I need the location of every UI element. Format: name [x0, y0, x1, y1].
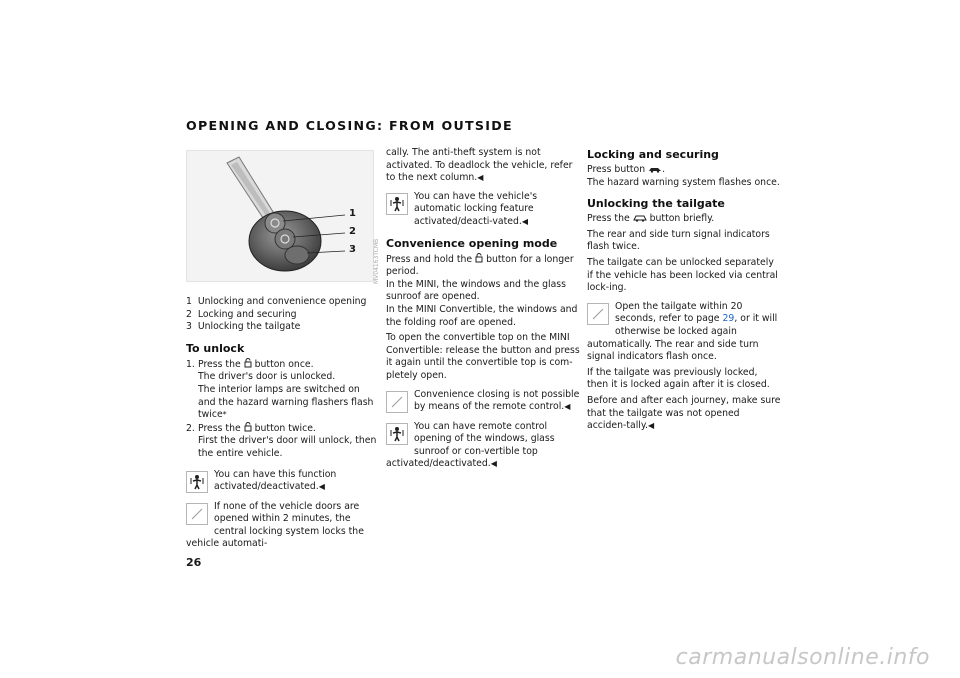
note-convenience-closing: Convenience closing is not possible by means of the remote control.◀ — [386, 389, 580, 415]
column-1 — [186, 296, 380, 557]
note-icon — [386, 391, 408, 413]
paragraph-press-tailgate: Press the button briefly. — [587, 213, 715, 225]
page-link[interactable]: 29 — [722, 313, 735, 325]
unlock-button-icon — [475, 253, 483, 263]
figure-label-1: 1 — [349, 208, 356, 219]
person-tool-icon — [386, 423, 408, 445]
note-function-activated: You can have this function activated/deactivated.◀ — [186, 469, 380, 495]
caption-1: 1 Unlocking and convenience opening — [186, 296, 367, 307]
column-2 — [386, 147, 580, 477]
heading-locking-securing: Locking and securing — [587, 148, 719, 161]
heading-to-unlock: To unlock — [186, 341, 245, 355]
paragraph-convertible-top: To open the convertible top on the MINI Convertible: release the button and press it again until the convertible top is com-pletely open. — [386, 332, 580, 381]
caption-3: 3 Unlocking the tailgate — [186, 321, 301, 333]
figure-label-2: 2 — [349, 226, 356, 237]
step-2: 2. Press the button twice. First the driver's door will unlock, then the entire vehicle. — [186, 422, 377, 459]
note-automatic-locking: You can have the vehicle's automatic locking feature activated/deacti-vated.◀ — [386, 191, 580, 229]
heading-unlocking-tailgate: Unlocking the tailgate — [587, 197, 725, 211]
section-title: OPENING AND CLOSING: FROM OUTSIDE — [186, 118, 513, 133]
watermark: carmanualsonline.info — [675, 645, 930, 670]
remote-key-illustration — [187, 151, 373, 281]
page-number: 26 — [186, 556, 202, 569]
note-tailgate-20-seconds: Open the tailgate within 20 seconds, refer to page 29, or it will otherwise be locked again automatically. The rear and side turn signal indicators flash once. — [587, 300, 778, 363]
figure-code: MV04163TCMB — [373, 238, 380, 284]
paragraph-before-journey: Before and after each journey, make sure that the tailgate was not opened acciden-tally.◀ — [587, 394, 781, 432]
car-lock-icon — [648, 165, 662, 173]
caption-2: 2 Locking and securing — [186, 308, 297, 320]
unlock-button-icon — [244, 422, 252, 432]
note-remote-windows: You can have remote control opening of the windows, glass sunroof or con-vertible top activated/deactivated.◀ — [386, 420, 555, 470]
step-1: 1. Press the button once. The driver's door is unlocked. The interior lamps are switched on and the hazard warning flashers flash twice* — [186, 358, 374, 421]
tailgate-button-icon — [633, 214, 647, 222]
note-icon — [587, 303, 609, 325]
unlock-button-icon — [244, 358, 252, 368]
remote-key-figure — [186, 150, 374, 282]
person-tool-icon — [386, 193, 408, 215]
person-tool-icon — [186, 471, 208, 493]
paragraph-tailgate-separately: The tailgate can be unlocked separately if the vehicle has been locked via central lock-ing. — [587, 256, 778, 294]
paragraph-previously-locked: If the tailgate was previously locked, then it is locked again after it is closed. — [587, 366, 770, 391]
heading-convenience-opening: Convenience opening mode — [386, 236, 558, 250]
note-auto-lock: If none of the vehicle doors are opened within 2 minutes, the central locking system locks the vehicle automati- — [186, 500, 364, 550]
continued-text: cally. The anti-theft system is not activated. To deadlock the vehicle, refer to the next column.◀ — [386, 147, 573, 184]
paragraph-press-hold: Press and hold the button for a longer period. In the MINI, the windows and the glass sunroof are opened. In the MINI Convertible, the windows and the folding roof are opened. — [386, 253, 578, 328]
figure-label-3: 3 — [349, 244, 356, 255]
note-icon — [186, 503, 208, 525]
paragraph-turn-signals: The rear and side turn signal indicators flash twice. — [587, 228, 770, 253]
paragraph-press-button: Press button . The hazard warning system flashes once. — [587, 164, 780, 188]
column-3 — [587, 148, 781, 436]
